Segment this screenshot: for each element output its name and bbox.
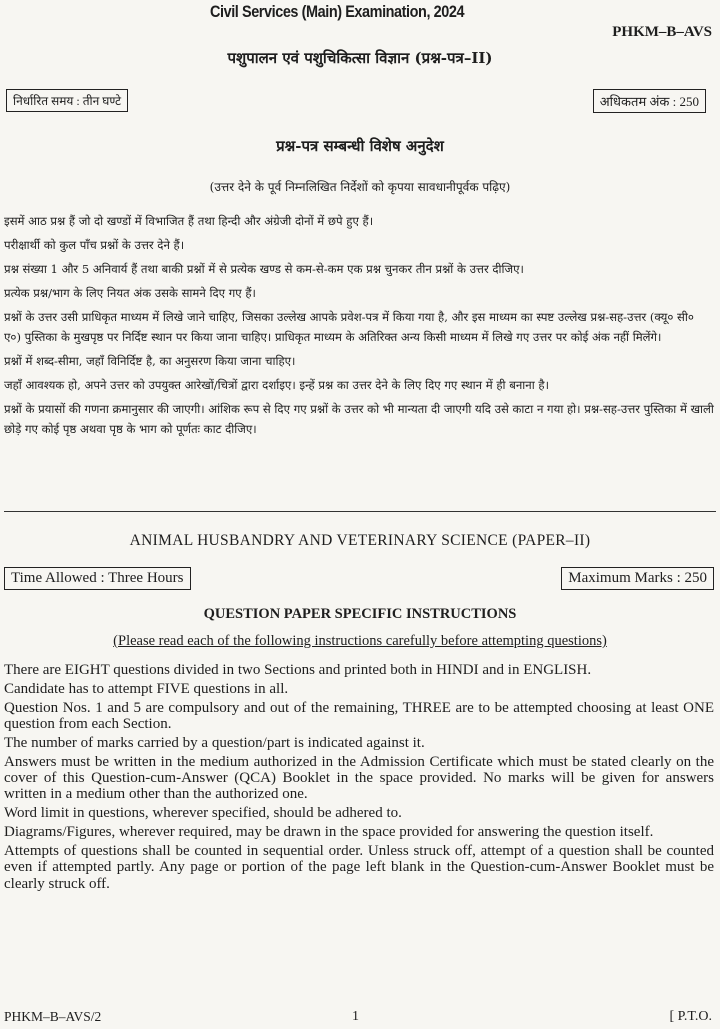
english-time-allowed: Time Allowed : Three Hours [4, 567, 191, 590]
hindi-instruction: प्रत्येक प्रश्न/भाग के लिए नियत अंक उसके सामने दिए गए हैं। [4, 286, 256, 300]
english-instructions-list [4, 662, 714, 894]
hindi-instruction: इसमें आठ प्रश्न हैं जो दो खण्डों में विभाजित हैं तथा हिन्दी और अंग्रेजी दोनों में छपे हुए हैं। [4, 214, 374, 228]
hindi-instruction: प्रश्न संख्या 1 और 5 अनिवार्य हैं तथा बाकी प्रश्नों में से प्रत्येक खण्ड से कम-से-कम एक प्रश्न चुनकर तीन प्रश्नों के उत्तर दीजिए। [4, 262, 524, 276]
english-instruction: Answers must be written in the medium authorized in the Admission Certificate which must be stated clearly on the cover of this Question-cum-Answer (QCA) Booklet in the space provided. No marks will be given for answers written in a medium other than the authorized one. [4, 753, 714, 803]
footer-code: PHKM–B–AVS/2 [4, 1009, 102, 1024]
hindi-instruction: प्रश्नों के उत्तर उसी प्राधिकृत माध्यम में लिखे जाने चाहिए, जिसका उल्लेख आपके प्रवेश-पत्र में किया गया है, और इस माध्यम का स्पष्ट उल्लेख प्रश्न-सह-उत्तर (क्यू० सी० ए०) पुस्तिका के मुखपृष्ठ पर निर्दिष्ट स्थान पर किया जाना चाहिए। प्राधिकृत माध्यम के अतिरिक्त अन्य किसी माध्यम में लिखे गए उत्तर पर कोई अंक नहीं मिलेंगे। [4, 310, 694, 344]
hindi-paper-title: पशुपालन एवं पशुचिकित्सा विज्ञान (प्रश्न-पत्र–II) [227, 49, 493, 67]
pto-label: [ P.T.O. [669, 1009, 712, 1024]
english-instruction: Diagrams/Figures, wherever required, may be drawn in the space provided for answering the question itself. [4, 824, 654, 840]
english-instruction: There are EIGHT questions divided in two Sections and printed both in HINDI and in ENGLISH. [4, 662, 592, 678]
english-instructions-subheading [0, 633, 720, 650]
english-instruction: Attempts of questions shall be counted in sequential order. Unless struck off, attempt of a question shall be counted even if attempted partly. Any page or portion of the page left blank in the Question-cum-Answer Booklet must be clearly struck off. [4, 842, 714, 892]
english-instruction: The number of marks carried by a question/part is indicated against it. [4, 734, 425, 751]
english-instruction: Candidate has to attempt FIVE questions in all. [4, 680, 289, 697]
exam-title: Civil Services (Main) Examination, 2024 [210, 2, 465, 21]
hindi-instruction: प्रश्नों में शब्द-सीमा, जहाँ विनिर्दिष्ट है, का अनुसरण किया जाना चाहिए। [4, 354, 296, 368]
english-instructions-heading: QUESTION PAPER SPECIFIC INSTRUCTIONS [203, 606, 517, 622]
english-paper-title: ANIMAL HUSBANDRY AND VETERINARY SCIENCE (PAPER–II) [129, 532, 591, 549]
hindi-instructions-subheading: (उत्तर देने के पूर्व निम्नलिखित निर्देशों को कृपया सावधानीपूर्वक पढ़िए) [209, 180, 511, 194]
paper-code: PHKM–B–AVS [612, 24, 712, 40]
hindi-max-marks: अधिकतम अंक : 250 [593, 89, 706, 113]
english-max-marks: Maximum Marks : 250 [561, 567, 714, 590]
hindi-instruction: प्रश्नों के प्रयासों की गणना क्रमानुसार की जाएगी। आंशिक रूप से दिए गए प्रश्नों के उत्तर को भी मान्यता दी जाएगी यदि उसे काटा न गया हो। प्रश्न-सह-उत्तर पुस्तिका में खाली छोड़े गए कोई पृष्ठ अथवा पृष्ठ के भाग को पूर्णतः काट दीजिए। [4, 402, 714, 436]
hindi-instruction: परीक्षार्थी को कुल पाँच प्रश्नों के उत्तर देने हैं। [4, 238, 185, 252]
english-subheading-text: (Please read each of the following instructions carefully before attempting questions) [113, 633, 607, 649]
hindi-instructions-list [4, 211, 714, 443]
hindi-time-allowed: निर्धारित समय : तीन घण्टे [6, 89, 128, 112]
hindi-instruction: जहाँ आवश्यक हो, अपने उत्तर को उपयुक्त आरेखों/चित्रों द्वारा दर्शाइए। इन्हें प्रश्न का उत्तर देने के लिए दिए गए स्थान में ही बनाना है। [4, 378, 549, 392]
page-number: 1 [352, 1009, 359, 1024]
english-instruction: Question Nos. 1 and 5 are compulsory and out of the remaining, THREE are to be attempted choosing at least ONE question from each Section. [4, 699, 714, 732]
section-divider [4, 511, 716, 512]
english-instruction: Word limit in questions, wherever specified, should be adhered to. [4, 805, 402, 822]
hindi-instructions-heading: प्रश्न-पत्र सम्बन्धी विशेष अनुदेश [276, 137, 444, 155]
